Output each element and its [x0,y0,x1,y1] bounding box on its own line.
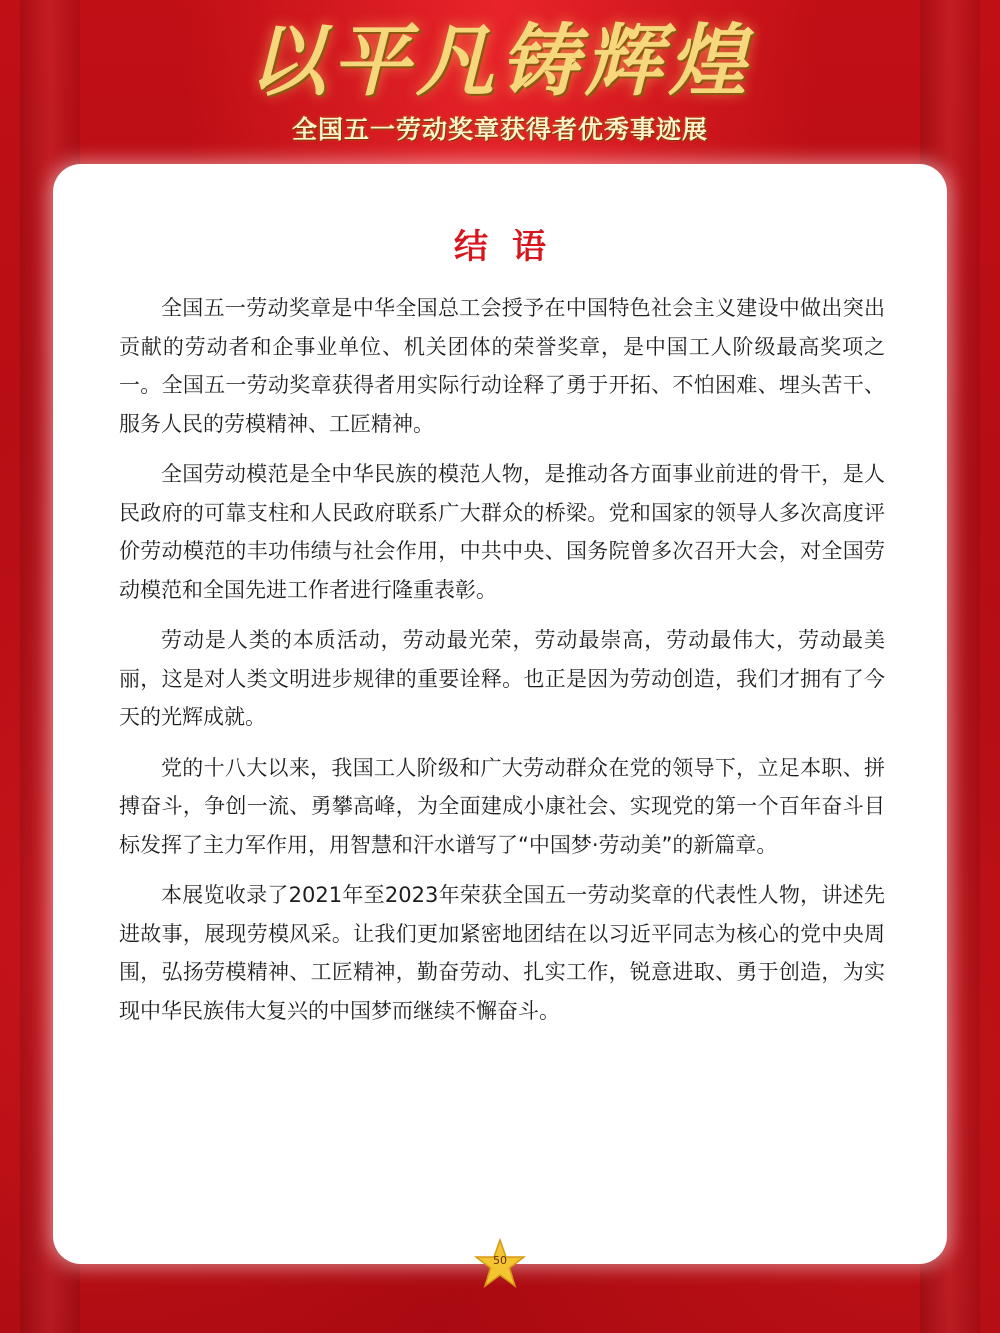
page-subtitle: 全国五一劳动奖章获得者优秀事迹展 [291,115,708,144]
paragraph: 本展览收录了2021年至2023年荣获全国五一劳动奖章的代表性人物，讲述先进故事，展现劳模风采。让我们更加紧密地团结在以习近平同志为核心的党中央周围，弘扬劳模精神、工匠精神，勤奋劳动、扎实工作，锐意进取、勇于创造，为实现中华民族伟大复兴的中国梦而继续不懈奋斗。 [119,883,885,1023]
content-panel [53,164,947,1264]
page-number-badge [474,1238,526,1290]
paragraph: 全国五一劳动奖章是中华全国总工会授予在中国特色社会主义建设中做出突出贡献的劳动者和企事业单位、机关团体的荣誉奖章，是中国工人阶级最高奖项之一。全国五一劳动奖章获得者用实际行动诠释了勇于开拓、不怕困难、埋头苦干、服务人民的劳模精神、工匠精神。 [119,296,885,436]
paragraph: 全国劳动模范是全中华民族的模范人物，是推动各方面事业前进的骨干，是人民政府的可靠支柱和人民政府联系广大群众的桥梁。党和国家的领导人多次高度评价劳动模范的丰功伟绩与社会作用，中共中央、国务院曾多次召开大会，对全国劳动模范和全国先进工作者进行隆重表彰。 [119,462,885,602]
paragraph: 劳动是人类的本质活动，劳动最光荣，劳动最崇高，劳动最伟大，劳动最美丽，这是对人类文明进步规律的重要诠释。也正是因为劳动创造，我们才拥有了今天的光辉成就。 [119,628,885,729]
section-title: 结语 [454,227,570,267]
header [0,0,1000,160]
body-text [119,289,885,1042]
paragraph: 党的十八大以来，我国工人阶级和广大劳动群众在党的领导下，立足本职、拼搏奋斗，争创一流、勇攀高峰，为全面建成小康社会、实现党的第一个百年奋斗目标发挥了主力军作用，用智慧和汗水谱写了“中国梦·劳动美”的新篇章。 [119,755,885,857]
page-title: 以平凡铸辉煌 [247,16,752,107]
page-number: 50 [493,1254,507,1267]
